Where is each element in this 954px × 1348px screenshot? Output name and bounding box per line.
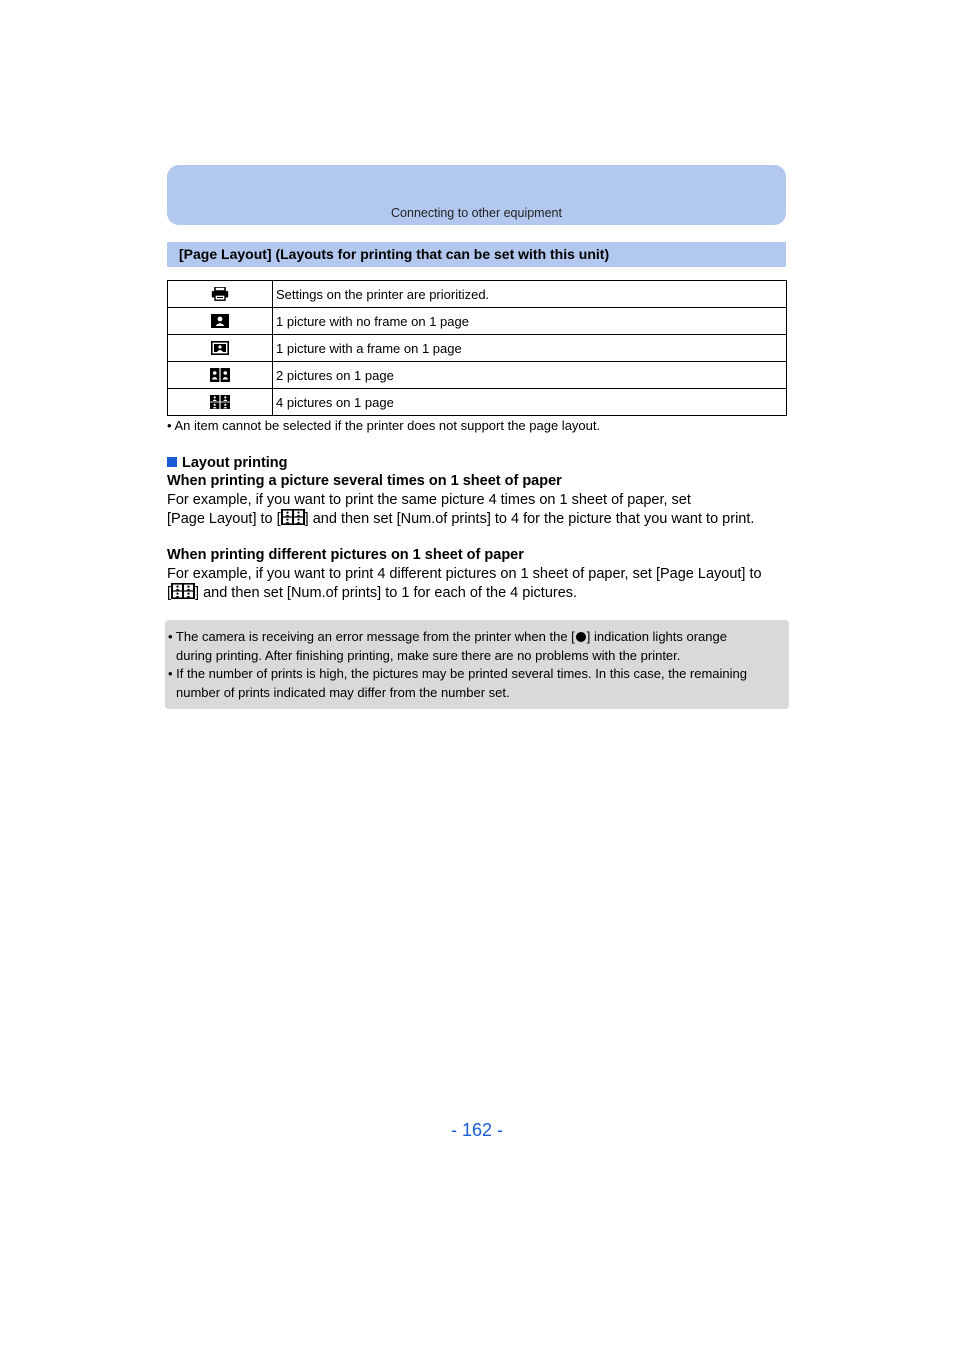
table-row [168,308,787,335]
paragraph-line [167,509,787,528]
table-icon-cell [168,389,273,416]
table-icon-cell [168,281,273,308]
table-icon-cell [168,335,273,362]
table-row [168,389,787,416]
subheading-same-picture: When printing a picture several times on 1 sheet of paper [167,473,562,489]
two-up-icon [210,368,230,382]
caution-item [168,665,785,702]
paragraph-text: ] and then set [Num.of prints] to 4 for the picture that you want to print. [304,511,755,527]
subheading-different-pictures: When printing different pictures on 1 sheet of paper [167,547,524,563]
no-frame-icon [211,314,229,328]
paragraph-line: For example, if you want to print the same picture 4 times on 1 sheet of paper, set [167,492,691,508]
four-up-icon [171,583,195,599]
paragraph-text: ] and then set [Num.of prints] to 1 for each of the 4 pictures. [195,585,578,601]
table-row [168,362,787,389]
table-row [168,281,787,308]
chapter-header-band [167,165,786,225]
caution-text: during printing. After finishing printing, make sure there are no problems with the printer. [176,647,681,663]
paragraph-line: For example, if you want to print 4 different pictures on 1 sheet of paper, set [Page Layout] to [167,566,762,582]
table-text-cell: Settings on the printer are prioritized. [273,281,787,308]
indicator-lamp-icon [576,632,586,642]
table-text-cell: 1 picture with a frame on 1 page [273,335,787,362]
caution-text: • The camera is receiving an error message from the printer when the [ [168,629,575,644]
table-icon-cell [168,362,273,389]
layout-printing-heading [167,454,787,472]
caution-box [165,620,789,709]
four-up-icon [281,509,305,525]
page-number: - 162 - [450,1120,504,1140]
table-row [168,335,787,362]
table-icon-cell [168,308,273,335]
chapter-title: Connecting to other equipment [391,206,562,220]
layout-printing-heading-text: Layout printing [182,455,288,471]
caution-text: number of prints indicated may differ from the number set. [176,684,510,700]
paragraph-text: [ [167,585,172,601]
caution-text: ] indication lights orange [586,629,727,644]
caution-text: • If the number of prints is high, the pictures may be printed several times. In this case, the remaining [168,666,747,681]
printer-icon [211,287,229,301]
table-text-cell: 4 pictures on 1 page [273,389,787,416]
section-title: [Page Layout] (Layouts for printing that can be set with this unit) [167,242,786,267]
page-layout-table [167,280,787,416]
table-text-cell: 1 picture with no frame on 1 page [273,308,787,335]
paragraph-text: [Page Layout] to [ [167,511,281,527]
table-note: • An item cannot be selected if the printer does not support the page layout. [167,418,601,433]
section-marker-icon [167,457,177,467]
frame-icon [211,341,229,355]
four-up-icon [210,395,230,409]
caution-item [168,628,785,665]
table-text-cell: 2 pictures on 1 page [273,362,787,389]
paragraph-line [167,583,787,602]
